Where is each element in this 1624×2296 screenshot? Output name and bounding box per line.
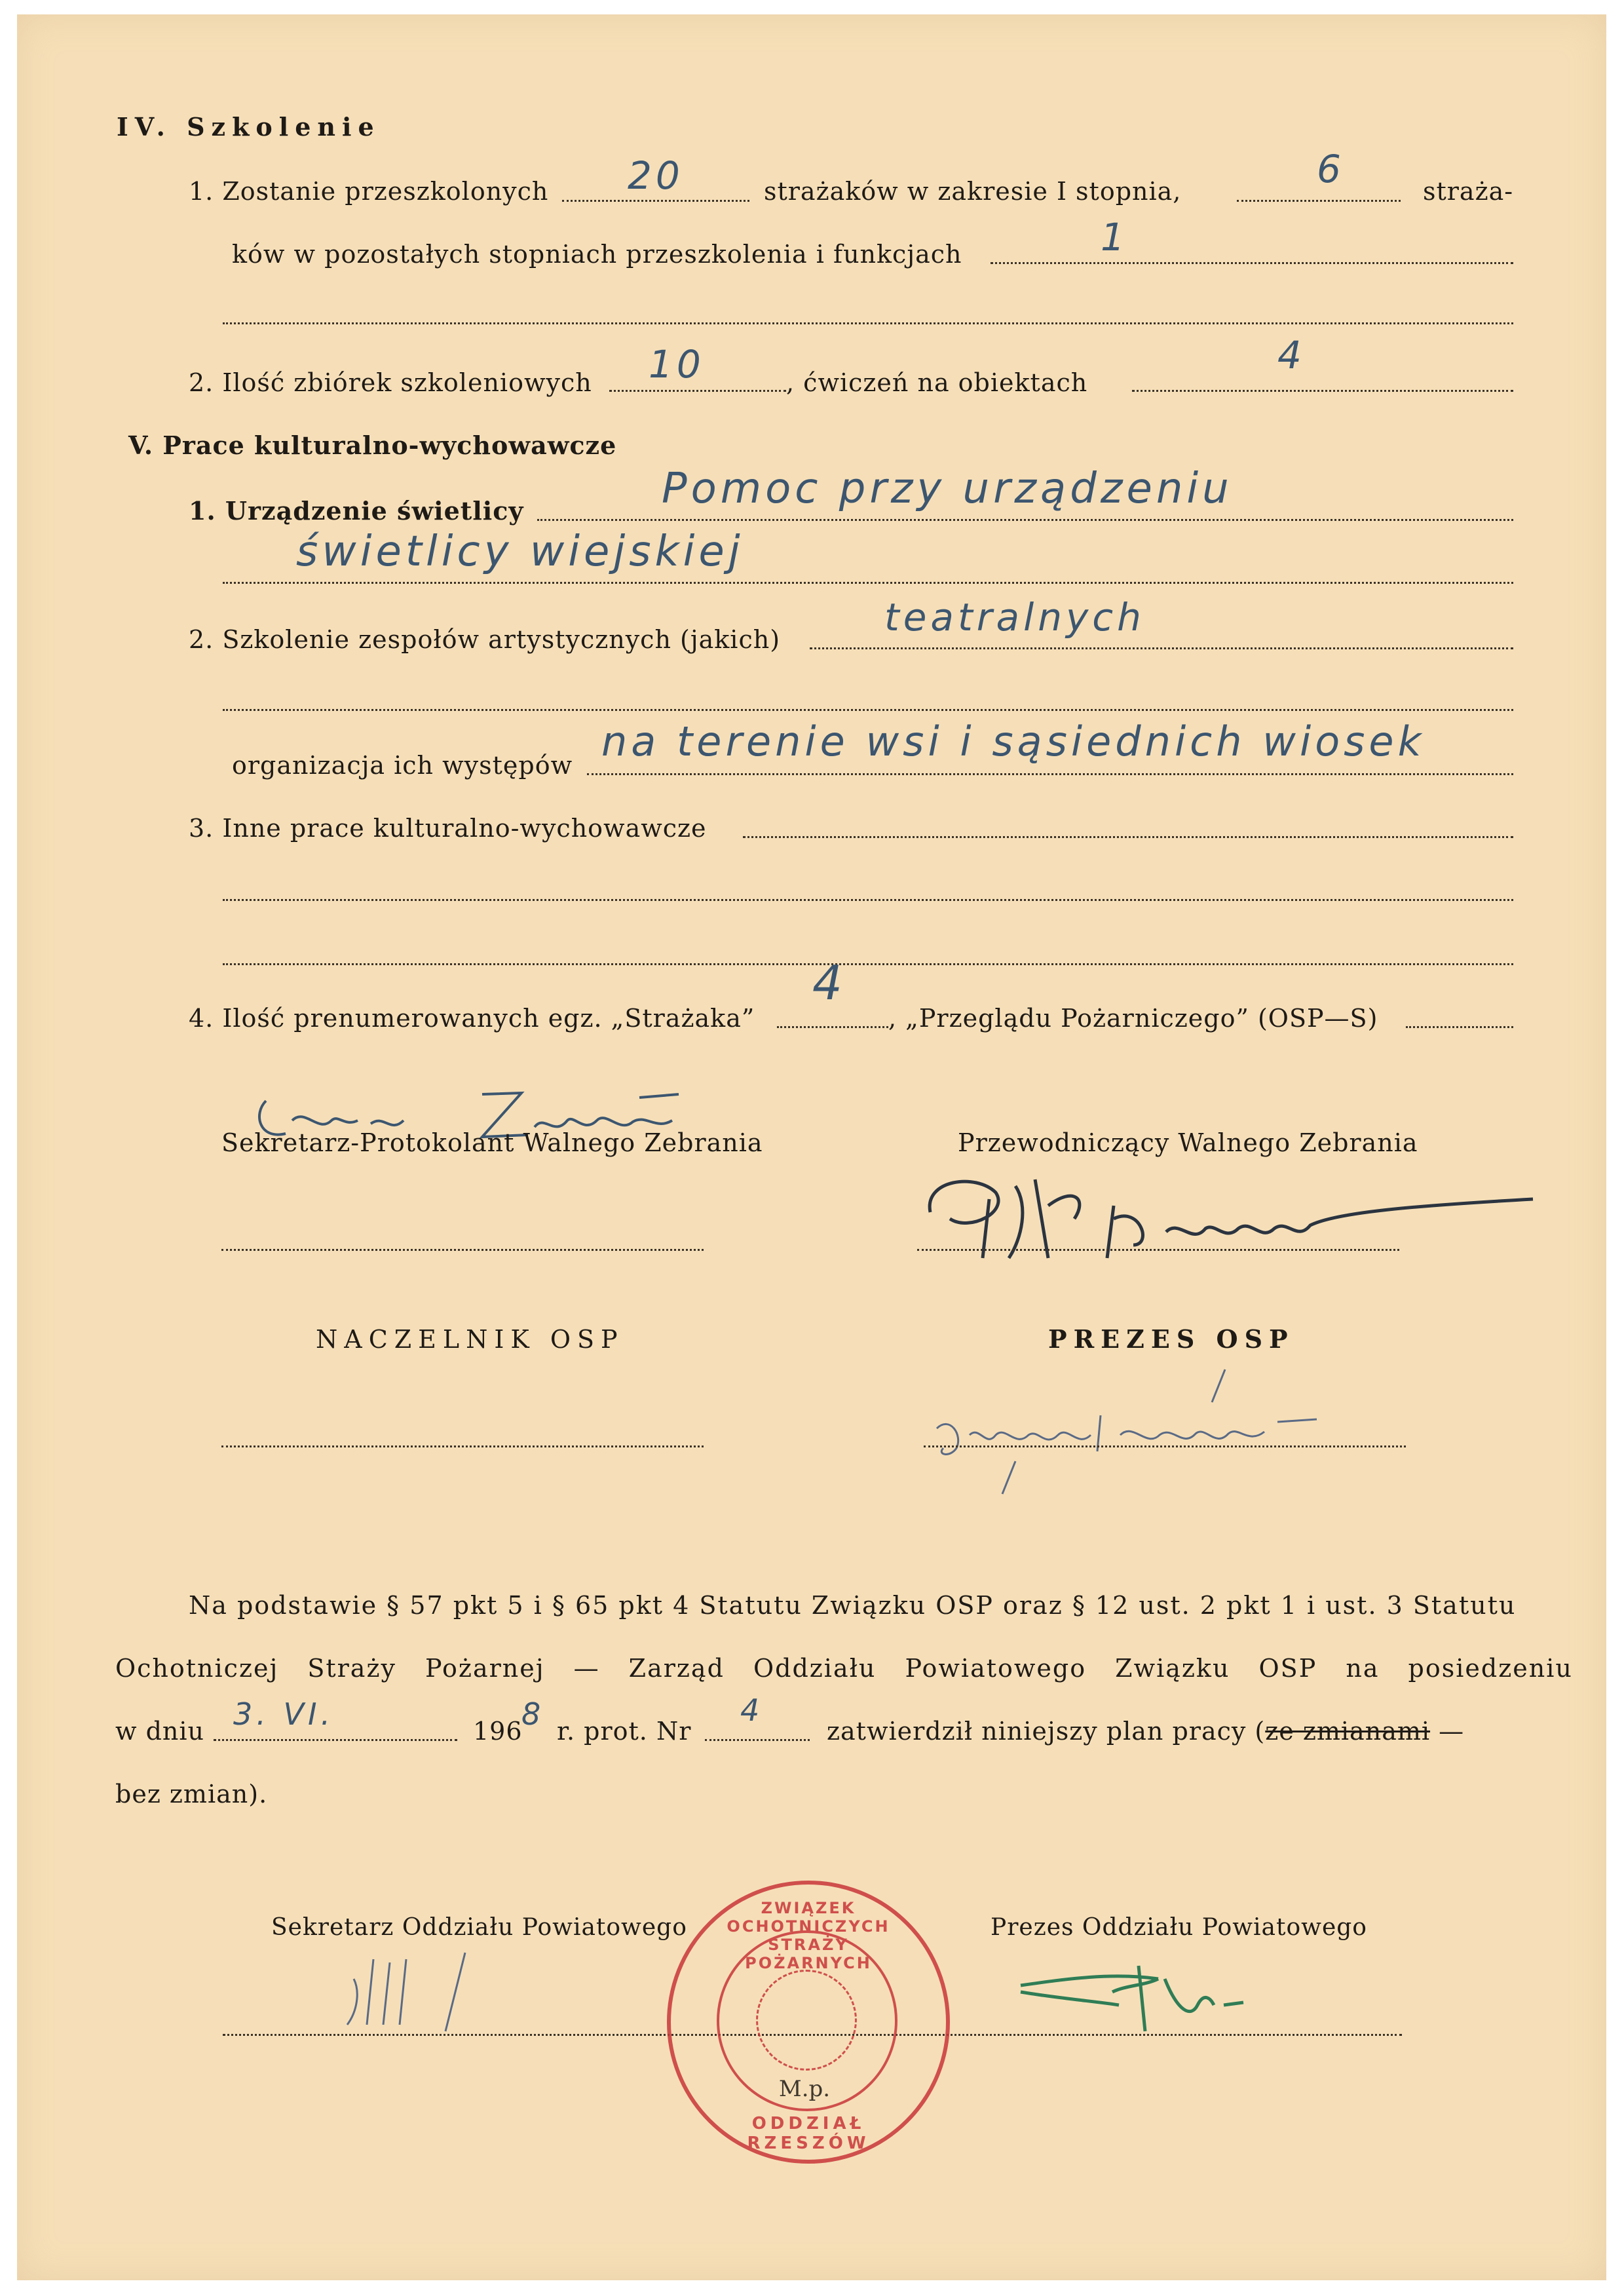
secretary-signature-line[interactable] — [221, 1249, 704, 1251]
chairman-signature-line[interactable] — [917, 1249, 1399, 1251]
approval-line-1: Na podstawie § 57 pkt 5 i § 65 pkt 4 Statutu Związku OSP oraz § 12 ust. 2 pkt 1 i ust. 3 Statutu — [189, 1591, 1517, 1620]
official-stamp — [667, 1881, 950, 2164]
district-president-signature-image — [1014, 1940, 1263, 2038]
district-secretary-label: Sekretarz Oddziału Powiatowego — [271, 1914, 687, 1941]
v-item2-label: 2. Szkolenie zespołów artystycznych (jakich) — [189, 625, 781, 654]
secretary-label: Sekretarz-Protokolant Walnego Zebrania — [221, 1128, 763, 1157]
iv-item2-value1: 10 — [649, 342, 705, 387]
section-v-title: V. Prace kulturalno-wychowawcze — [128, 430, 617, 460]
v-item3-blank2[interactable] — [223, 899, 1513, 901]
v-item4-label: 4. Ilość prenumerowanych egz. „Strażaka” — [189, 1004, 755, 1033]
iv-item2-value2: 4 — [1277, 333, 1306, 377]
stamp-emblem — [756, 1970, 857, 2071]
stamp-top-text: ZWIĄZEK OCHOTNICZYCH STRAŻY POŻARNYCH — [727, 1899, 890, 1972]
approval-dash: — — [1430, 1717, 1465, 1746]
iv-item1-blank3[interactable] — [991, 262, 1513, 264]
approval-prot-value: 4 — [740, 1693, 764, 1728]
approval-date-value: 3. VI. — [233, 1696, 335, 1732]
v-item4-blank1[interactable] — [777, 1026, 888, 1028]
iv-item1-value3: 1 — [1101, 215, 1129, 259]
v-item1-value-line1: Pomoc przy urządzeniu — [662, 465, 1233, 513]
approval-date-blank[interactable] — [214, 1739, 457, 1741]
approval-prot-label: r. prot. Nr — [557, 1717, 692, 1746]
iv-item2-blank2[interactable] — [1132, 390, 1513, 392]
v-item2-blank1[interactable] — [810, 647, 1513, 649]
v-item4-value: 4 — [812, 955, 846, 1010]
approval-prot-blank[interactable] — [705, 1739, 810, 1741]
v-item4-text2: , „Przeglądu Pożarniczego” (OSP—S) — [888, 1004, 1378, 1033]
v-item2-value: teatralnych — [884, 595, 1145, 640]
district-president-label: Prezes Oddziału Powiatowego — [991, 1914, 1367, 1941]
iv-item1-label: 1. Zostanie przeszkolonych — [189, 177, 549, 206]
v-item4-blank2[interactable] — [1406, 1026, 1513, 1028]
iv-item1-value1: 20 — [628, 153, 684, 198]
iv-item2-text2: , ćwiczeń na obiektach — [786, 368, 1088, 397]
v-item1-value-line2: świetlicy wiejskiej — [296, 527, 744, 576]
v-item3-label: 3. Inne prace kulturalno-wychowawcze — [189, 814, 707, 843]
prezes-signature-image — [924, 1363, 1343, 1501]
iv-item1-text2: strażaków w zakresie I stopnia, — [764, 177, 1182, 206]
iv-item1-value2: 6 — [1317, 147, 1345, 191]
prezes-label: PREZES OSP — [1048, 1324, 1294, 1354]
iv-item1-blank2[interactable] — [1237, 200, 1401, 202]
approval-year-prefix: 196 — [473, 1717, 523, 1746]
naczelnik-label: NACZELNIK OSP — [316, 1325, 624, 1354]
stamp-mp-label: M.p. — [778, 2076, 831, 2102]
approval-struck-text: ze zmianami — [1265, 1717, 1431, 1746]
iv-item1-blank1[interactable] — [562, 200, 749, 202]
v-item2-org-label: organizacja ich występów — [232, 751, 573, 780]
approval-date-label: w dniu — [115, 1717, 205, 1746]
naczelnik-signature-line[interactable] — [221, 1445, 704, 1447]
v-item3-blank3[interactable] — [223, 963, 1513, 965]
v-item1-label: 1. Urządzenie świetlicy — [189, 496, 524, 526]
chairman-signature-image — [917, 1160, 1546, 1271]
v-item2-org-blank[interactable] — [587, 773, 1513, 775]
iv-item1-text4: ków w pozostałych stopniach przeszkolenia i funkcjach — [232, 240, 962, 269]
v-item2-blank2[interactable] — [223, 709, 1513, 711]
chairman-label: Przewodniczący Walnego Zebrania — [958, 1128, 1418, 1157]
v-item2-org-value: na terenie wsi i sąsiednich wiosek — [601, 718, 1426, 765]
approval-text-tail — [827, 1715, 1464, 1747]
stamp-bottom-text: ODDZIAŁ RZESZÓW — [747, 2114, 870, 2153]
approval-approved-text: zatwierdził niniejszy plan pracy ( — [827, 1717, 1266, 1746]
approval-line-4: bez zmian). — [115, 1780, 268, 1808]
iv-item1-blank4[interactable] — [223, 322, 1513, 324]
v-item3-blank1[interactable] — [743, 836, 1513, 838]
district-secretary-signature-image — [328, 1940, 537, 2038]
section-iv-title: IV. Szkolenie — [117, 112, 381, 142]
approval-year-digit: 8 — [521, 1696, 545, 1732]
iv-item1-text3: straża- — [1423, 177, 1514, 206]
iv-item2-label: 2. Ilość zbiórek szkoleniowych — [189, 368, 592, 397]
iv-item2-blank1[interactable] — [609, 390, 786, 392]
prezes-signature-line[interactable] — [924, 1445, 1406, 1447]
v-item1-blank2[interactable] — [223, 582, 1513, 584]
approval-line-2: Ochotniczej Straży Pożarnej — Zarząd Oddziału Powiatowego Związku OSP na posiedzeniu — [115, 1654, 1573, 1683]
v-item1-blank1[interactable] — [537, 519, 1513, 521]
